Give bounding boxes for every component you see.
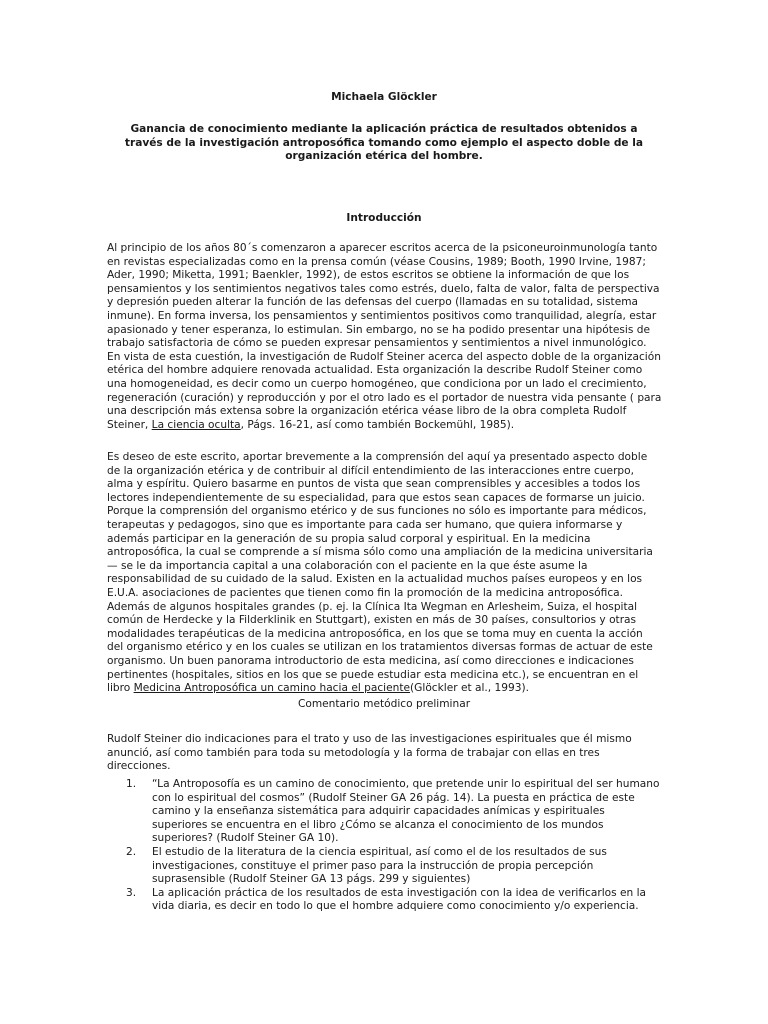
book-reference-medicina-antroposofica: Medicina Antroposófica un camino hacia el paciente [133, 682, 411, 695]
list-item-number: 1. [126, 778, 137, 790]
section-heading-introduccion: Introducción [346, 212, 422, 224]
list-item [107, 778, 662, 846]
paragraph-text: Es deseo de este escrito, aportar brevemente a la comprensión del aquí ya presentado aspecto doble de la organización etérica y de contribuir al difícil entendimiento de las interacciones entre cuerpo, alma y espíritu. Quiero basarme en puntos de vista que sean comprensibles y accesibles a todos los lectores independientemente de su especialidad, para que estos sean capaces de formarse un juicio. Porque la comprensión del organismo etérico y de sus funciones no sólo es importante para médicos, terapeutas y pedagogos, sino que es importante para cada ser humano, que quiera informarse y además participar en la generación de su propia salud corporal y espiritual. En la medicina antroposófica, la cual se comprende a sí misma sólo como una ampliación de la medicina universitaria — se le da importancia capital a una colaboración con el paciente en la que éste asume la responsabilidad de su cuidado de la salud. Existen en la actualidad muchos países europeos y en los E.U.A. asociaciones de pacientes que tienen como fin la promoción de la medicina antroposófica. Además de algunos hospitales grandes (p. ej. la Clínica Ita Wegman en Arlesheim, Suiza, el hospital común de Herdecke y la Filderklinik en Stuttgart), existen en más de 30 países, consultorios y otras modalidades terapéuticas de la medicina antroposófica, en los que se toma muy en cuenta la acción del organismo etérico y en los cuales se utilizan en los tratamientos diversas formas de actuar de este organismo. Un buen panorama introductorio de esta medicina, así como direcciones e indicaciones pertinentes (hospitales, sitios en los que se puede estudiar esta medicina etc.), se encuentran en el libro [107, 451, 653, 695]
paragraph-intro-1 [107, 242, 662, 432]
paragraph-text: (Glöckler et al., 1993). [410, 682, 529, 695]
paragraph-text: , Págs. 16-21, así como también Bockemühl, 1985). [240, 418, 515, 431]
list-item [107, 846, 662, 887]
list-item [107, 887, 662, 914]
section-heading-comentario: Comentario metódico preliminar [297, 698, 471, 710]
list-item-number: 2. [126, 845, 137, 858]
paragraph-intro-2 [107, 451, 662, 696]
list-item-text: “La Antroposofía es un camino de conocimiento, que pretende unir lo espiritual del ser humano con lo espiritual del cosmos” (Rudolf Steiner GA 26 pág. 14). La puesta en práctica de este camino y la enseñanza sistemática para adquirir capacidades anímicas y espirituales superiores se encuentra en el libro ¿Cómo se alcanza el conocimiento de los mundos superiores? (Rudolf Steiner GA 10). [152, 778, 660, 845]
paragraph-text: Al principio de los años 80´s comenzaron a aparecer escritos acerca de la psiconeuroinmunología tanto en revistas especializadas como en la prensa común (véase Cousins, 1989; Booth, 1990 Irvine, 1987; Ader, 1990; Miketta, 1991; Baenkler, 1992), de estos escritos se obtiene la información de que los pensamientos y los sentimientos negativos tales como estrés, duelo, falta de valor, falta de perspectiva y depresión pueden alterar la función de las defensas del cuerpo (llamadas en su totalidad, sistema inmune). En forma inversa, los pensamientos y sentimientos positivos como tranquilidad, alegría, estar apasionado y tener esperanza, lo estimulan. Sin embargo, no se ha podido presentar una hipótesis de trabajo satisfactoria de cómo se pueden expresar pensamientos y sentimientos a nivel inmunológico. En vista de esta cuestión, la investigación de Rudolf Steiner acerca del aspecto doble de la organización etérica del hombre adquiere renovada actualidad. Esta organización la describe Rudolf Steiner como una homogeneidad, es decir como un cuerpo homogéneo, que condiciona por un lado el crecimiento, regeneración (curación) y reproducción y por el otro lado es el portador de nuestra vida pensante ( para una descripción más extensa sobre la organización etérica véase libro de la obra completa Rudolf Steiner, [107, 242, 662, 431]
paragraph-comentario: Rudolf Steiner dio indicaciones para el trato y uso de las investigaciones espirituales que él mismo anunció, así como también para toda su metodología y la forma de trabajar con ellas en tres direcciones. [107, 733, 632, 773]
author-name: Michaela Glöckler [331, 91, 437, 103]
numbered-list [107, 778, 662, 914]
book-reference-la-ciencia-oculta: La ciencia oculta [151, 418, 241, 431]
list-item-text: El estudio de la literatura de la ciencia espiritual, así como el de los resultados de sus investigaciones, constituye el primer paso para la instrucción de propia percepción suprasensible (Rudolf Steiner GA 13 págs. 299 y siguientes) [152, 845, 607, 886]
list-item-text: La aplicación práctica de los resultados de esta investigación con la idea de verificarlos en la vida diaria, es decir en todo lo que el hombre adquiere como conocimiento y/o experiencia. [152, 886, 647, 913]
list-item-number: 3. [126, 886, 137, 899]
document-title: Ganancia de conocimiento mediante la aplicación práctica de resultados obtenidos a través de la investigación antroposófica tomando como ejemplo el aspecto doble de la organización etérica del hombre. [124, 123, 644, 163]
